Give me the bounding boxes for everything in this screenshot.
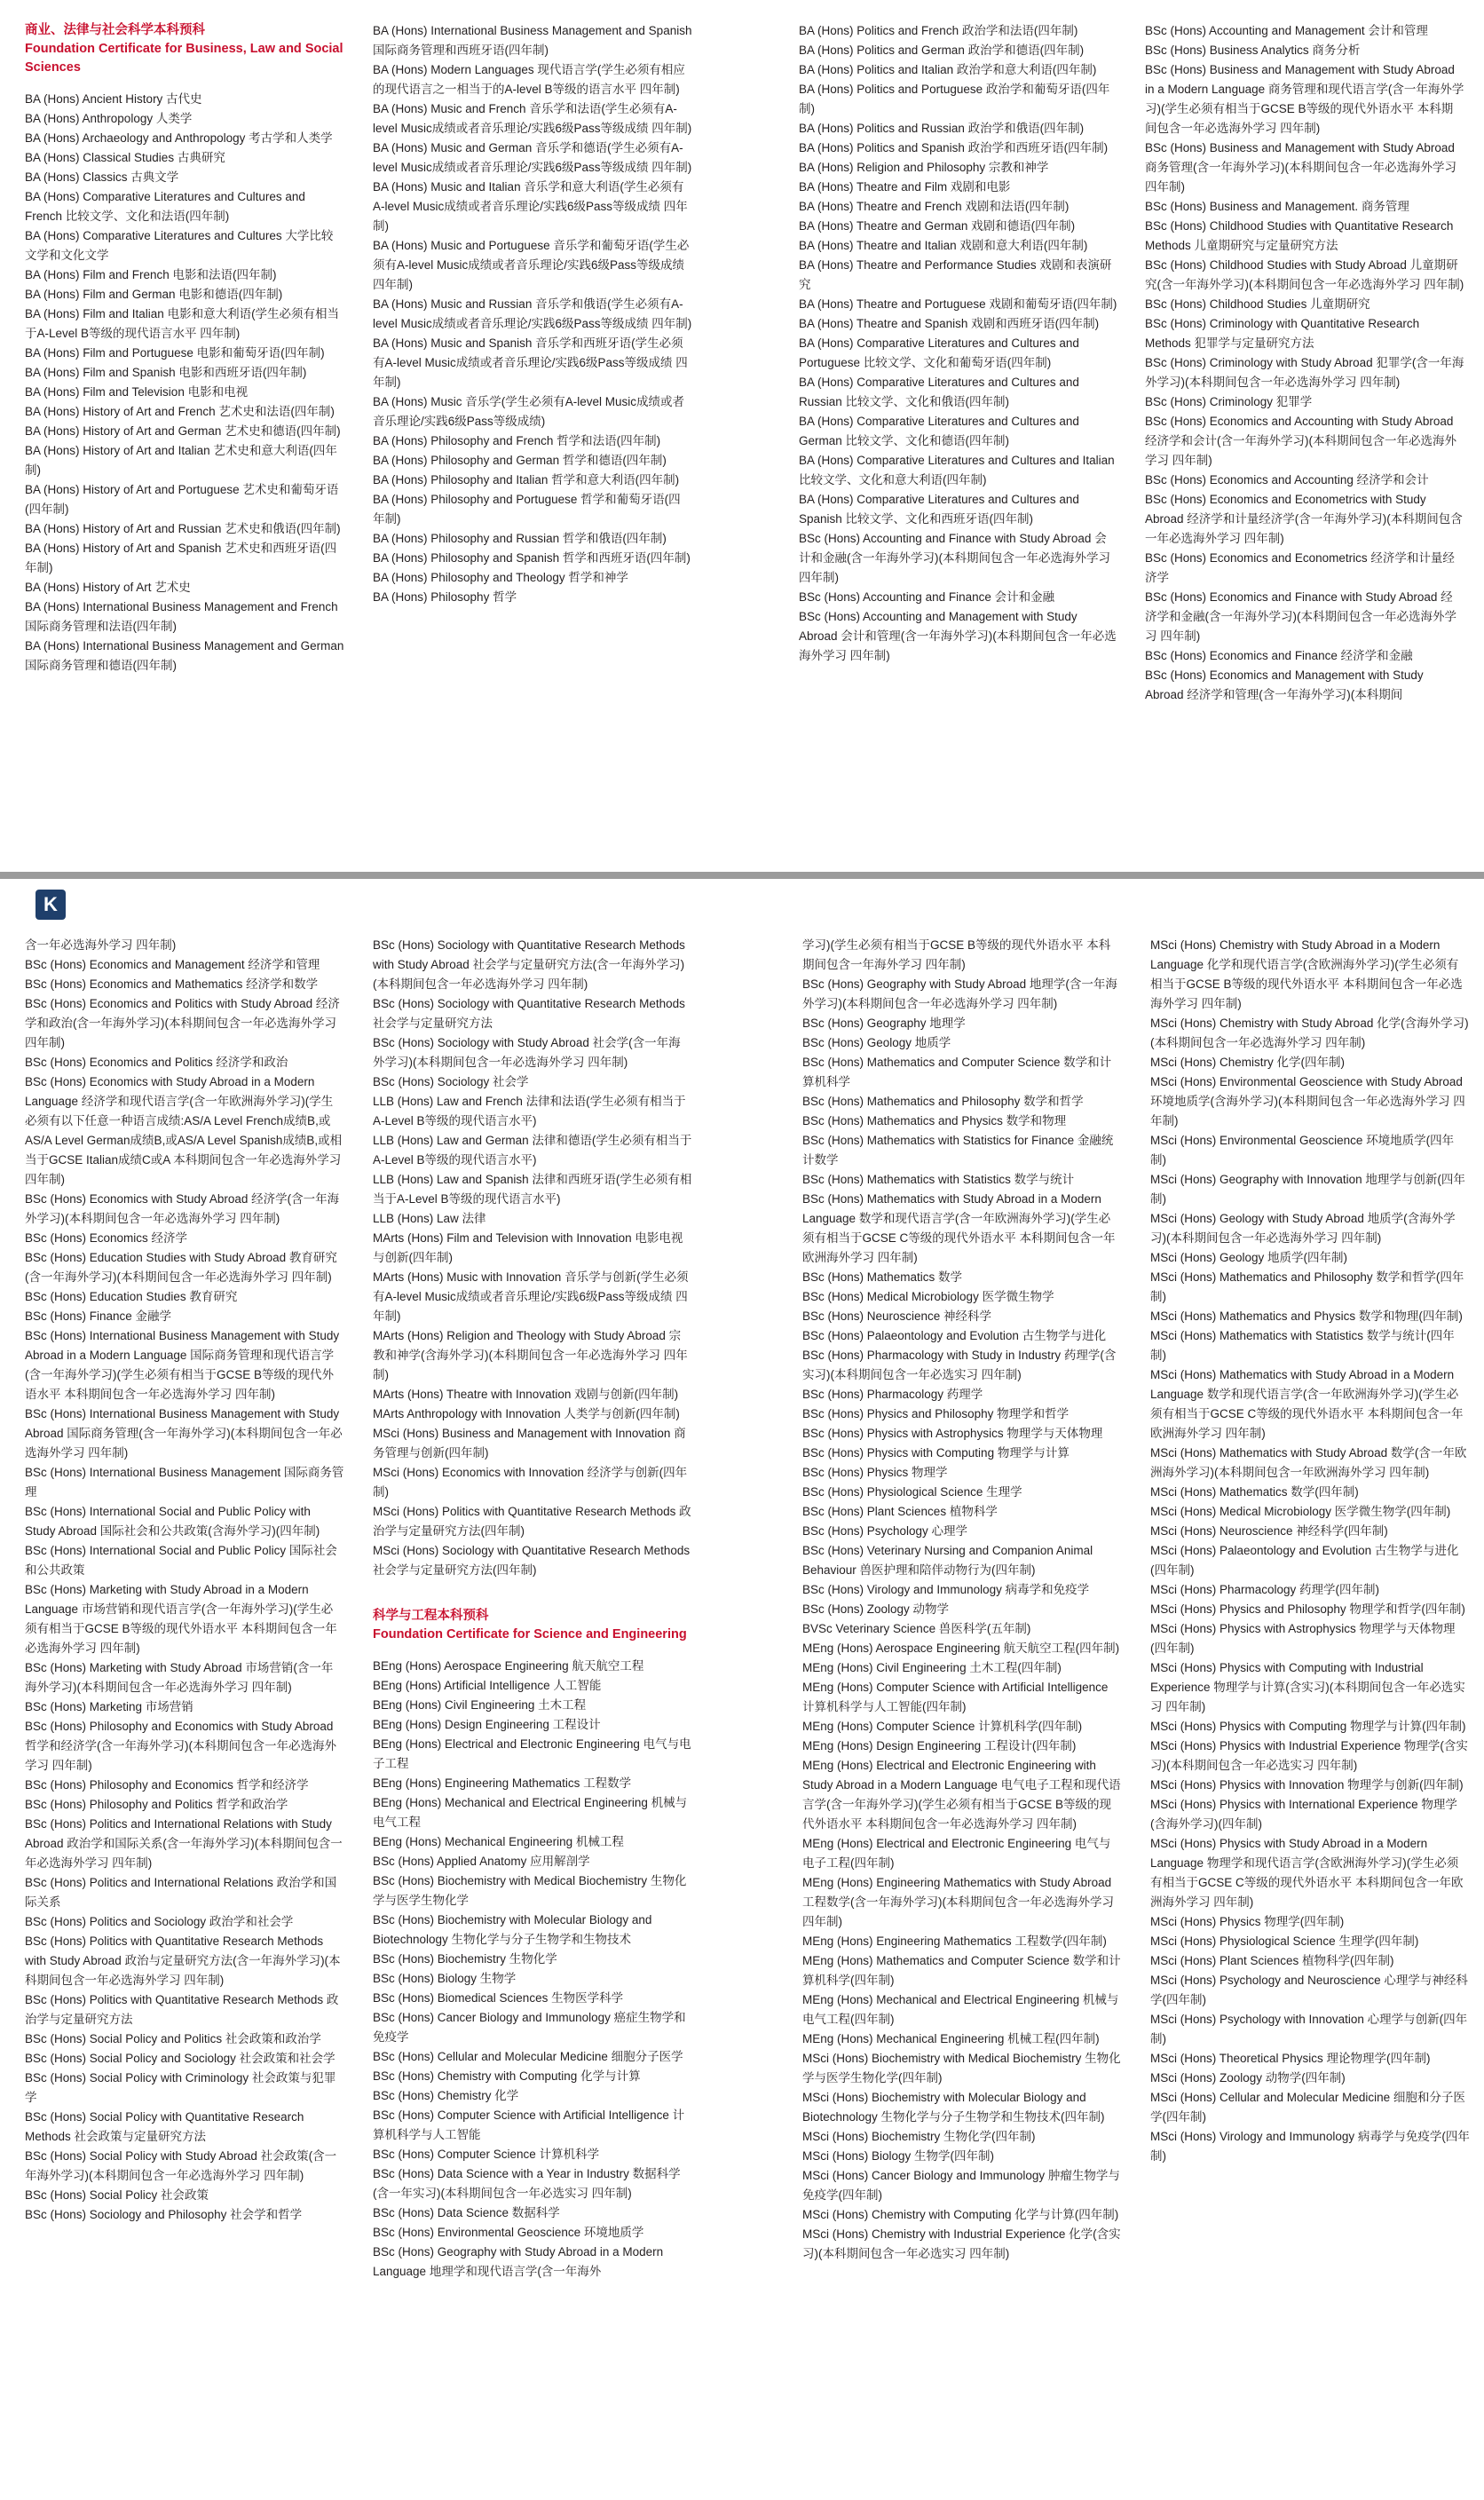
course-entry: MEng (Hons) Engineering Mathematics with Study Abroad 工程数学(含一年海外学习)(本科期间包含一年必选海外学习 四年制) (802, 1876, 1114, 1928)
course-entry: MSci (Hons) Politics with Quantitative Research Methods 政治学与定量研究方法(四年制) (373, 1505, 691, 1538)
course-entry: BEng (Hons) Electrical and Electronic Engineering 电气与电子工程 (373, 1737, 691, 1770)
course-entry: BA (Hons) International Business Management and French 国际商务管理和法语(四年制) (25, 600, 338, 633)
course-entry: BA (Hons) Philosophy and Italian 哲学和意大利语(四年制) (373, 473, 680, 487)
course-entry: MEng (Hons) Computer Science 计算机科学(四年制) (802, 1720, 1083, 1733)
course-entry: MEng (Hons) Mechanical Engineering 机械工程(四年制) (802, 2032, 1100, 2045)
course-entry: BA (Hons) Religion and Philosophy 宗教和神学 (799, 161, 1049, 174)
course-entry: BSc (Hons) Accounting and Finance with Study Abroad 会计和金融(含一年海外学习)(本科期间包含一年必选海外学习 四年制) (799, 532, 1110, 584)
course-entry: BSc (Hons) Mathematics with Statistics for Finance 金融统计数学 (802, 1134, 1114, 1167)
course-entry: MSci (Hons) Mathematics 数学(四年制) (1150, 1485, 1359, 1499)
course-entry: BA (Hons) Politics and French 政治学和法语(四年制) (799, 24, 1078, 37)
course-entry: BSc (Hons) Biochemistry with Medical Biochemistry 生物化学与医学生物化学 (373, 1874, 687, 1907)
course-entry: BA (Hons) Film and Spanish 电影和西班牙语(四年制) (25, 366, 307, 379)
course-entry: LLB (Hons) Law and Spanish 法律和西班牙语(学生必须有相当于A-Level B等级的现代语言水平) (373, 1173, 692, 1206)
section-heading: Foundation Certificate for Science and Engineering (373, 1627, 687, 1642)
course-entry: BSc (Hons) Data Science 数据科学 (373, 2206, 560, 2219)
course-entry: BA (Hons) Theatre and French 戏剧和法语(四年制) (799, 200, 1070, 213)
course-entry: BEng (Hons) Design Engineering 工程设计 (373, 1718, 601, 1731)
course-entry: MSci (Hons) Physics with Innovation 物理学与创新(四年制) (1150, 1778, 1464, 1792)
course-entry: BA (Hons) Music and Portuguese 音乐学和葡萄牙语(学生必须有A-level Music成绩或者音乐理论/实践6级Pass等级成绩 四年制) (373, 239, 690, 291)
course-entry: MSci (Hons) Biochemistry with Molecular Biology and Biotechnology 生物化学与分子生物学和生物技术(四年制) (802, 2091, 1105, 2124)
course-entry: BSc (Hons) Business and Management with Study Abroad 商务管理(含一年海外学习)(本科期间包含一年必选海外学习 四年制) (1145, 141, 1456, 194)
course-entry: BSc (Hons) Cellular and Molecular Medicine 细胞分子医学 (373, 2050, 683, 2063)
course-entry: BA (Hons) Modern Languages 现代语言学(学生必须有相应的现代语言之一相当于的A-level B等级的语言水平 四年制) (373, 63, 685, 96)
column-4 (1145, 21, 1464, 705)
course-entry: BSc (Hons) Marketing with Study Abroad 市场营销(含一年海外学习)(本科期间包含一年必选海外学习 四年制) (25, 1661, 334, 1694)
course-entry: BSc (Hons) Philosophy and Politics 哲学和政治学 (25, 1798, 288, 1811)
course-entry: BA (Hons) Music and Spanish 音乐学和西班牙语(学生必须有A-level Music成绩或者音乐理论/实践6级Pass等级成绩 四年制) (373, 336, 688, 389)
course-entry: BSc (Hons) Philosophy and Economics 哲学和经济学 (25, 1778, 309, 1792)
course-entry: BA (Hons) Classics 古典文学 (25, 170, 179, 184)
course-entry: MSci (Hons) Neuroscience 神经科学(四年制) (1150, 1524, 1388, 1538)
course-entry: MSci (Hons) Palaeontology and Evolution 古生物学与进化(四年制) (1150, 1544, 1459, 1577)
course-entry: BSc (Hons) Virology and Immunology 病毒学和免疫学 (802, 1583, 1090, 1596)
course-entry: MEng (Hons) Electrical and Electronic Engineering with Study Abroad in a Modern Language 电气电子工程和现代语言学(含一年海外学习)(学生必须有相当于GCSE B等级的现代外语水平 本科期间包含一年必选海外学习 四年制) (802, 1759, 1121, 1831)
course-entry: BSc (Hons) International Business Management with Study Abroad 国际商务管理(含一年海外学习)(本科期间包含一年必选海外学习 四年制) (25, 1407, 343, 1460)
course-entry: BEng (Hons) Mechanical and Electrical Engineering 机械与电气工程 (373, 1796, 688, 1829)
course-entry: MSci (Hons) Cellular and Molecular Medicine 细胞和分子医学(四年制) (1150, 2091, 1465, 2124)
course-entry: MSci (Hons) Physics 物理学(四年制) (1150, 1915, 1345, 1928)
course-entry: BSc (Hons) Biochemistry 生物化学 (373, 1952, 557, 1966)
course-entry: BSc (Hons) Biomedical Sciences 生物医学科学 (373, 1991, 624, 2005)
section-spacer (373, 1580, 692, 1607)
course-entry: BSc (Hons) Business and Management. 商务管理 (1145, 200, 1409, 213)
course-entry: BA (Hons) Politics and Russian 政治学和俄语(四年制) (799, 122, 1085, 135)
course-entry: BSc (Hons) Economics with Study Abroad in a Modern Language 经济学和现代语言学(含一年欧洲海外学习)(学生必须有以下任意一种语言成绩:AS/A Level French成绩B,或AS/A Level German成绩B,或AS/A Level Spanish成绩B,或相当于GCSE Italian成绩C或A 本科期间包含一年必选海外学习 四年制) (25, 1075, 343, 1186)
course-entry: BSc (Hons) Marketing 市场营销 (25, 1700, 193, 1713)
course-entry: BSc (Hons) Mathematics 数学 (802, 1270, 963, 1284)
course-entry: BSc (Hons) Physics with Computing 物理学与计算 (802, 1446, 1070, 1460)
course-entry: BSc (Hons) Accounting and Finance 会计和金融 (799, 590, 1055, 604)
course-entry: BA (Hons) History of Art and Italian 艺术史和意大利语(四年制) (25, 444, 337, 477)
course-entry: LLB (Hons) Law and French 法律和法语(学生必须有相当于A-Level B等级的现代语言水平) (373, 1095, 686, 1127)
course-entry: 学习)(学生必须有相当于GCSE B等级的现代外语水平 本科期间包含一年海外学习 四年制) (802, 938, 1111, 971)
course-entry: BA (Hons) Philosophy and Portuguese 哲学和葡萄牙语(四年制) (373, 493, 681, 526)
course-entry: BSc (Hons) Criminology with Quantitative Research Methods 犯罪学与定量研究方法 (1145, 317, 1420, 350)
course-entry: MSci (Hons) Physics with Astrophysics 物理学与天体物理(四年制) (1150, 1622, 1456, 1655)
course-entry: BSc (Hons) Computer Science with Artificial Intelligence 计算机科学与人工智能 (373, 2108, 685, 2141)
course-entry: BSc (Hons) Business Analytics 商务分析 (1145, 44, 1361, 57)
column-3 (802, 936, 1122, 2264)
course-entry: BSc (Hons) Plant Sciences 植物科学 (802, 1505, 998, 1518)
course-entry: BA (Hons) Anthropology 人类学 (25, 112, 193, 125)
course-entry: MEng (Hons) Mathematics and Computer Science 数学和计算机科学(四年制) (802, 1954, 1121, 1987)
course-entry: MArts (Hons) Theatre with Innovation 戏剧与创新(四年制) (373, 1388, 679, 1401)
course-entry: BA (Hons) Comparative Literatures and Cultures and German 比较文学、文化和德语(四年制) (799, 415, 1079, 447)
course-entry: BSc (Hons) Mathematics and Physics 数学和物理 (802, 1114, 1067, 1127)
page-1 (0, 0, 1484, 861)
course-entry: MEng (Hons) Aerospace Engineering 航天航空工程(四年制) (802, 1642, 1120, 1655)
course-entry: BEng (Hons) Mechanical Engineering 机械工程 (373, 1835, 624, 1848)
section-heading: Foundation Certificate for Business, Law and Social Sciences (25, 42, 343, 75)
column-1 (25, 21, 344, 676)
course-entry: BSc (Hons) Sociology and Philosophy 社会学和哲学 (25, 2208, 303, 2221)
page-separator (0, 872, 1484, 879)
course-entry: MEng (Hons) Engineering Mathematics 工程数学(四年制) (802, 1934, 1107, 1948)
course-entry: BA (Hons) Music and French 音乐学和法语(学生必须有A-level Music成绩或者音乐理论/实践6级Pass等级成绩 四年制) (373, 102, 692, 135)
column-3 (799, 21, 1118, 666)
course-entry: BSc (Hons) International Business Management with Study Abroad in a Modern Language 国际商务管理和现代语言学(含一年海外学习)(学生必须有相当于GCSE B等级的现代外语水平 本科期间包含一年必选海外学习 四年制) (25, 1329, 340, 1401)
course-entry: MSci (Hons) Physics with Computing with Industrial Experience 物理学与计算(含实习)(本科期间包含一年必选实习 四年制) (1150, 1661, 1465, 1713)
course-entry: BSc (Hons) Politics with Quantitative Research Methods 政治学与定量研究方法 (25, 1993, 339, 2026)
course-entry: BSc (Hons) Applied Anatomy 应用解剖学 (373, 1855, 590, 1868)
course-entry: BSc (Hons) Medical Microbiology 医学微生物学 (802, 1290, 1054, 1303)
course-entry: MSci (Hons) Psychology with Innovation 心理学与创新(四年制) (1150, 2013, 1468, 2045)
course-entry: BA (Hons) Theatre and Portuguese 戏剧和葡萄牙语(四年制) (799, 297, 1117, 311)
course-entry: BSc (Hons) Environmental Geoscience 环境地质学 (373, 2226, 644, 2239)
course-entry: BSc (Hons) Psychology 心理学 (802, 1524, 968, 1538)
column-2 (373, 936, 692, 2282)
course-entry: MEng (Hons) Civil Engineering 土木工程(四年制) (802, 1661, 1062, 1674)
spacer (373, 1644, 692, 1657)
course-entry: BSc (Hons) Economics and Finance 经济学和金融 (1145, 649, 1413, 662)
course-entry: MEng (Hons) Computer Science with Artificial Intelligence 计算机科学与人工智能(四年制) (802, 1681, 1109, 1713)
course-entry: BSc (Hons) Economics and Econometrics with Study Abroad 经济学和计量经济学(含一年海外学习)(本科期间包含一年必选海外学习 四年制) (1145, 493, 1463, 545)
column-4 (1150, 936, 1470, 2166)
course-entry: BSc (Hons) Economics with Study Abroad 经济学(含一年海外学习)(本科期间包含一年必选海外学习 四年制) (25, 1192, 340, 1225)
course-entry: BA (Hons) Politics and German 政治学和德语(四年制) (799, 44, 1085, 57)
course-entry: BSc (Hons) Politics with Quantitative Research Methods with Study Abroad 政治与定量研究方法(含一年海外学习)(本科期间包含一年必选海外学习 四年制) (25, 1934, 341, 1987)
course-entry: MSci (Hons) Environmental Geoscience 环境地质学(四年制) (1150, 1134, 1455, 1167)
course-entry: BA (Hons) Comparative Literatures and Cultures and French 比较文学、文化和法语(四年制) (25, 190, 305, 223)
course-entry: BSc (Hons) Computer Science 计算机科学 (373, 2148, 600, 2161)
course-entry: BSc (Hons) Social Policy with Criminology 社会政策与犯罪学 (25, 2071, 336, 2104)
course-entry: BA (Hons) Film and Italian 电影和意大利语(学生必须有相当于A-Level B等级的现代语言水平 四年制) (25, 307, 340, 340)
course-entry: MSci (Hons) Plant Sciences 植物科学(四年制) (1150, 1954, 1394, 1967)
course-entry: BA (Hons) Film and Television 电影和电视 (25, 385, 249, 399)
course-entry: BA (Hons) Philosophy and Spanish 哲学和西班牙语(四年制) (373, 551, 691, 565)
course-entry: BSc (Hons) Cancer Biology and Immunology 癌症生物学和免疫学 (373, 2011, 686, 2044)
course-entry: MSci (Hons) Physics with Industrial Experience 物理学(含实习)(本科期间包含一年必选实习 四年制) (1150, 1739, 1468, 1772)
course-entry: BSc (Hons) Politics and International Relations with Study Abroad 政治学和国际关系(含一年海外学习)(本科期间包含一年必选海外学习 四年制) (25, 1817, 343, 1870)
course-entry: BSc (Hons) International Business Management 国际商务管理 (25, 1466, 344, 1499)
course-entry: MSci (Hons) Physiological Science 生理学(四年制) (1150, 1934, 1419, 1948)
course-entry: MSci (Hons) Biochemistry with Medical Biochemistry 生物化学与医学生物化学(四年制) (802, 2052, 1121, 2085)
course-entry: BA (Hons) Philosophy and German 哲学和德语(四年制) (373, 454, 667, 467)
course-entry: BSc (Hons) International Social and Public Policy 国际社会和公共政策 (25, 1544, 337, 1577)
course-entry: BSc (Hons) Geology 地质学 (802, 1036, 951, 1049)
course-entry: MSci (Hons) Virology and Immunology 病毒学与免疫学(四年制) (1150, 2130, 1470, 2163)
course-entry: BA (Hons) History of Art and Spanish 艺术史和西班牙语(四年制) (25, 542, 337, 574)
course-entry: BA (Hons) International Business Management and Spanish 国际商务管理和西班牙语(四年制) (373, 24, 692, 57)
course-entry: MSci (Hons) Chemistry 化学(四年制) (1150, 1056, 1346, 1069)
course-entry: MSci (Hons) Theoretical Physics 理论物理学(四年制) (1150, 2052, 1431, 2065)
course-entry: MSci (Hons) Pharmacology 药理学(四年制) (1150, 1583, 1380, 1596)
course-entry: BSc (Hons) Social Policy and Politics 社会政策和政治学 (25, 2032, 321, 2045)
course-entry: BSc (Hons) Geography with Study Abroad 地理学(含一年海外学习)(本科期间包含一年必选海外学习 四年制) (802, 977, 1117, 1010)
course-entry: BSc (Hons) Social Policy with Quantitative Research Methods 社会政策与定量研究方法 (25, 2110, 304, 2143)
course-entry: BEng (Hons) Civil Engineering 土木工程 (373, 1698, 587, 1712)
course-entry: MSci (Hons) Economics with Innovation 经济学与创新(四年制) (373, 1466, 688, 1499)
course-entry: BVSc Veterinary Science 兽医科学(五年制) (802, 1622, 1031, 1635)
course-entry: BA (Hons) Theatre and Spanish 戏剧和西班牙语(四年制) (799, 317, 1100, 330)
course-entry: BSc (Hons) Accounting and Management 会计和管理 (1145, 24, 1428, 37)
course-entry: BSc (Hons) Childhood Studies with Quantitative Research Methods 儿童期研究与定量研究方法 (1145, 219, 1454, 252)
course-entry: BA (Hons) Philosophy and Russian 哲学和俄语(四年制) (373, 532, 667, 545)
course-entry: BA (Hons) Theatre and Performance Studies 戏剧和表演研究 (799, 258, 1112, 291)
course-entry: BSc (Hons) Mathematics and Philosophy 数学和哲学 (802, 1095, 1084, 1108)
section-heading: 商业、法律与社会科学本科预科 (25, 23, 205, 37)
course-entry: BSc (Hons) Economics and Accounting with Study Abroad 经济学和会计(含一年海外学习)(本科期间包含一年必选海外学习 四年制) (1145, 415, 1456, 467)
course-entry: BA (Hons) Comparative Literatures and Cultures and Portuguese 比较文学、文化和葡萄牙语(四年制) (799, 336, 1079, 369)
course-entry: MSci (Hons) Mathematics and Physics 数学和物理(四年制) (1150, 1309, 1463, 1323)
course-entry: MSci (Hons) Physics with International Experience 物理学(含海外学习)(四年制) (1150, 1798, 1457, 1831)
course-entry: MSci (Hons) Chemistry with Study Abroad 化学(含海外学习)(本科期间包含一年必选海外学习 四年制) (1150, 1017, 1469, 1049)
course-entry: MSci (Hons) Cancer Biology and Immunology 肿瘤生物学与免疫学(四年制) (802, 2169, 1120, 2202)
course-entry: MSci (Hons) Geography with Innovation 地理学与创新(四年制) (1150, 1173, 1465, 1206)
course-entry: MSci (Hons) Sociology with Quantitative Research Methods 社会学与定量研究方法(四年制) (373, 1544, 691, 1577)
course-entry: MSci (Hons) Chemistry with Industrial Experience 化学(含实习)(本科期间包含一年必选实习 四年制) (802, 2227, 1121, 2260)
course-entry: BA (Hons) History of Art and French 艺术史和法语(四年制) (25, 405, 335, 418)
course-entry: BSc (Hons) Economics 经济学 (25, 1231, 188, 1245)
course-entry: MSci (Hons) Mathematics with Study Abroad in a Modern Language 数学和现代语言学(含一年欧洲海外学习)(学生必须有相当于GCSE C等级的现代外语水平 本科期间包含一年欧洲海外学习 四年制) (1150, 1368, 1464, 1440)
page-2 (0, 881, 1484, 2500)
course-entry: BSc (Hons) Social Policy 社会政策 (25, 2188, 209, 2202)
course-entry: BSc (Hons) Politics and International Relations 政治学和国际关系 (25, 1876, 337, 1909)
course-entry: BEng (Hons) Artificial Intelligence 人工智能 (373, 1679, 602, 1692)
course-entry: BSc (Hons) Physics and Philosophy 物理学和哲学 (802, 1407, 1070, 1420)
column-2 (373, 21, 692, 607)
course-entry: BA (Hons) Theatre and Italian 戏剧和意大利语(四年制) (799, 239, 1088, 252)
course-entry: MSci (Hons) Business and Management with Innovation 商务管理与创新(四年制) (373, 1427, 686, 1460)
course-entry: BA (Hons) Music and Italian 音乐学和意大利语(学生必须有A-level Music成绩或者音乐理论/实践6级Pass等级成绩 四年制) (373, 180, 688, 233)
course-entry: MSci (Hons) Physics and Philosophy 物理学和哲学(四年制) (1150, 1602, 1465, 1616)
course-entry: BA (Hons) Comparative Literatures and Cultures and Russian 比较文学、文化和俄语(四年制) (799, 376, 1079, 408)
course-entry: MArts (Hons) Film and Television with Innovation 电影电视与创新(四年制) (373, 1231, 683, 1264)
course-entry: BSc (Hons) Zoology 动物学 (802, 1602, 950, 1616)
course-entry: BSc (Hons) Economics and Accounting 经济学和会计 (1145, 473, 1429, 487)
course-entry: BA (Hons) History of Art and German 艺术史和德语(四年制) (25, 424, 341, 438)
course-entry: BA (Hons) Philosophy and French 哲学和法语(四年制) (373, 434, 661, 447)
course-entry: LLB (Hons) Law 法律 (373, 1212, 486, 1225)
course-entry: BA (Hons) Comparative Literatures and Cultures and Spanish 比较文学、文化和西班牙语(四年制) (799, 493, 1079, 526)
course-entry: BA (Hons) Film and French 电影和法语(四年制) (25, 268, 277, 281)
course-entry: BSc (Hons) Pharmacology 药理学 (802, 1388, 983, 1401)
course-entry: BSc (Hons) Accounting and Management with Study Abroad 会计和管理(含一年海外学习)(本科期间包含一年必选海外学习 四年制) (799, 610, 1117, 662)
course-entry: BSc (Hons) Pharmacology with Study in Industry 药理学(含实习)(本科期间包含一年必选实习 四年制) (802, 1349, 1117, 1381)
course-entry: BSc (Hons) Criminology 犯罪学 (1145, 395, 1313, 408)
course-entry: MSci (Hons) Psychology and Neuroscience 心理学与神经科学(四年制) (1150, 1974, 1468, 2006)
course-entry: BA (Hons) Archaeology and Anthropology 考古学和人类学 (25, 131, 333, 145)
course-entry: BA (Hons) Theatre and Film 戏剧和电影 (799, 180, 1011, 194)
course-entry: BSc (Hons) Economics and Politics with Study Abroad 经济学和政治(含一年海外学习)(本科期间包含一年必选海外学习 四年制) (25, 997, 340, 1049)
course-entry: MSci (Hons) Chemistry with Computing 化学与计算(四年制) (802, 2208, 1119, 2221)
course-entry: MSci (Hons) Environmental Geoscience with Study Abroad 环境地质学(含海外学习)(本科期间包含一年必选海外学习 四年制) (1150, 1075, 1465, 1127)
course-entry: BSc (Hons) Philosophy and Economics with Study Abroad 哲学和经济学(含一年海外学习)(本科期间包含一年必选海外学习 四年制) (25, 1720, 336, 1772)
course-entry: BEng (Hons) Aerospace Engineering 航天航空工程 (373, 1659, 644, 1673)
course-entry: BSc (Hons) Sociology 社会学 (373, 1075, 529, 1088)
course-entry: MSci (Hons) Biochemistry 生物化学(四年制) (802, 2130, 1036, 2143)
course-entry: BSc (Hons) Geography with Study Abroad in a Modern Language 地理学和现代语言学(含一年海外 (373, 2245, 664, 2278)
course-entry: BSc (Hons) Social Policy and Sociology 社会政策和社会学 (25, 2052, 335, 2065)
course-entry: BSc (Hons) Education Studies 教育研究 (25, 1290, 238, 1303)
course-entry: MEng (Hons) Electrical and Electronic Engineering 电气与电子工程(四年制) (802, 1837, 1111, 1870)
course-entry: BSc (Hons) Geography 地理学 (802, 1017, 966, 1030)
course-entry: BSc (Hons) Childhood Studies with Study Abroad 儿童期研究(含一年海外学习)(本科期间包含一年必选海外学习 四年制) (1145, 258, 1464, 291)
course-entry: BA (Hons) Classical Studies 古典研究 (25, 151, 225, 164)
course-entry: BSc (Hons) Economics and Econometrics 经济学和计量经济学 (1145, 551, 1455, 584)
course-entry: BSc (Hons) Data Science with a Year in Industry 数据科学(含一年实习)(本科期间包含一年必选实习 四年制) (373, 2167, 681, 2200)
university-logo-icon: K (36, 890, 66, 920)
course-entry: MArts (Hons) Music with Innovation 音乐学与创新(学生必须有A-level Music成绩或者音乐理论/实践6级Pass等级成绩 四年制) (373, 1270, 689, 1323)
course-entry: BSc (Hons) Neuroscience 神经科学 (802, 1309, 992, 1323)
course-entry: BA (Hons) Politics and Portuguese 政治学和葡萄牙语(四年制) (799, 83, 1110, 115)
course-entry: BA (Hons) Politics and Spanish 政治学和西班牙语(四年制) (799, 141, 1109, 154)
course-entry: BA (Hons) Politics and Italian 政治学和意大利语(四年制) (799, 63, 1097, 76)
course-entry: MSci (Hons) Biology 生物学(四年制) (802, 2149, 995, 2163)
course-entry: BA (Hons) Film and German 电影和德语(四年制) (25, 288, 283, 301)
course-entry: BSc (Hons) Marketing with Study Abroad in a Modern Language 市场营销和现代语言学(含一年海外学习)(学生必须有相当于GCSE B等级的现代外语水平 本科期间包含一年必选海外学习 四年制) (25, 1583, 337, 1655)
course-entry: BSc (Hons) Chemistry 化学 (373, 2089, 519, 2102)
course-entry: MSci (Hons) Chemistry with Study Abroad in a Modern Language 化学和现代语言学(含欧洲海外学习)(学生必须有相当于GCSE B等级的现代外语水平 本科期间包含一年必选海外学习 四年制) (1150, 938, 1463, 1010)
course-entry: MSci (Hons) Medical Microbiology 医学微生物学(四年制) (1150, 1505, 1451, 1518)
course-entry: BA (Hons) Music and Russian 音乐学和俄语(学生必须有A-level Music成绩或者音乐理论/实践6级Pass等级成绩 四年制) (373, 297, 692, 330)
course-entry: MSci (Hons) Geology 地质学(四年制) (1150, 1251, 1348, 1264)
course-entry: BSc (Hons) Criminology with Study Abroad 犯罪学(含一年海外学习)(本科期间包含一年必选海外学习 四年制) (1145, 356, 1464, 389)
course-entry: BA (Hons) International Business Management and German 国际商务管理和德语(四年制) (25, 639, 344, 672)
course-entry: 含一年必选海外学习 四年制) (25, 938, 177, 952)
course-entry: MSci (Hons) Zoology 动物学(四年制) (1150, 2071, 1346, 2085)
course-entry: BSc (Hons) Childhood Studies 儿童期研究 (1145, 297, 1370, 311)
course-entry: BSc (Hons) Education Studies with Study Abroad 教育研究(含一年海外学习)(本科期间包含一年必选海外学习 四年制) (25, 1251, 337, 1284)
course-entry: MEng (Hons) Mechanical and Electrical Engineering 机械与电气工程(四年制) (802, 1993, 1119, 2026)
course-entry: MSci (Hons) Mathematics with Statistics 数学与统计(四年制) (1150, 1329, 1455, 1362)
course-entry: BSc (Hons) Business and Management with Study Abroad in a Modern Language 商务管理和现代语言学(含一年海外学习)(学生必须有相当于GCSE B等级的现代外语水平 本科期间包含一年必选海外学习 四年制) (1145, 63, 1464, 135)
course-entry: BSc (Hons) Economics and Mathematics 经济学和数学 (25, 977, 319, 991)
course-entry: BSc (Hons) Physiological Science 生理学 (802, 1485, 1022, 1499)
course-entry: BSc (Hons) Chemistry with Computing 化学与计算 (373, 2069, 641, 2083)
course-entry: BSc (Hons) Biochemistry with Molecular Biology and Biotechnology 生物化学与分子生物学和生物技术 (373, 1913, 652, 1946)
course-entry: MArts Anthropology with Innovation 人类学与创新(四年制) (373, 1407, 680, 1420)
course-entry: MSci (Hons) Physics with Study Abroad in a Modern Language 物理学和现代语言学(含欧洲海外学习)(学生必须有相当于GCSE C等级的现代外语水平 本科期间包含一年欧洲海外学习 四年制) (1150, 1837, 1464, 1909)
course-entry: BSc (Hons) Social Policy with Study Abroad 社会政策(含一年海外学习)(本科期间包含一年必选海外学习 四年制) (25, 2149, 337, 2182)
course-entry: BSc (Hons) Finance 金融学 (25, 1309, 172, 1323)
course-entry: BSc (Hons) Mathematics with Study Abroad in a Modern Language 数学和现代语言学(含一年欧洲海外学习)(学生必须有相当于GCSE C等级的现代外语水平 本科期间包含一年欧洲海外学习 四年制) (802, 1192, 1116, 1264)
course-entry: BSc (Hons) Politics and Sociology 政治学和社会学 (25, 1915, 294, 1928)
course-entry: BA (Hons) Theatre and German 戏剧和德语(四年制) (799, 219, 1076, 233)
column-1 (25, 936, 344, 2225)
course-entry: BA (Hons) Music 音乐学(学生必须有A-level Music成绩或者音乐理论/实践6级Pass等级成绩) (373, 395, 685, 428)
course-entry: BSc (Hons) Physics with Astrophysics 物理学与天体物理 (802, 1427, 1103, 1440)
course-entry: MSci (Hons) Mathematics with Study Abroad 数学(含一年欧洲海外学习)(本科期间包含一年欧洲海外学习 四年制) (1150, 1446, 1467, 1479)
course-entry: BSc (Hons) Mathematics with Statistics 数学与统计 (802, 1173, 1075, 1186)
course-entry: BSc (Hons) Physics 物理学 (802, 1466, 948, 1479)
course-entry: BA (Hons) Comparative Literatures and Cultures and Italian 比较文学、文化和意大利语(四年制) (799, 454, 1115, 487)
course-entry: BSc (Hons) International Social and Public Policy with Study Abroad 国际社会和公共政策(含海外学习)(四年制) (25, 1505, 320, 1538)
course-entry: BA (Hons) Music and German 音乐学和德语(学生必须有A-level Music成绩或者音乐理论/实践6级Pass等级成绩 四年制) (373, 141, 692, 174)
course-entry: BSc (Hons) Sociology with Quantitative Research Methods with Study Abroad 社会学与定量研究方法(含一年海外学习)(本科期间包含一年必选海外学习 四年制) (373, 938, 685, 991)
course-entry: LLB (Hons) Law and German 法律和德语(学生必须有相当于A-Level B等级的现代语言水平) (373, 1134, 692, 1167)
course-entry: BA (Hons) History of Art 艺术史 (25, 581, 191, 594)
course-entry: BA (Hons) Ancient History 古代史 (25, 92, 202, 106)
course-entry: BA (Hons) Comparative Literatures and Cultures 大学比较文学和文化文学 (25, 229, 334, 262)
course-entry: MArts (Hons) Religion and Theology with Study Abroad 宗教和神学(含海外学习)(本科期间包含一年必选海外学习 四年制) (373, 1329, 688, 1381)
course-entry: BSc (Hons) Economics and Finance with Study Abroad 经济学和金融(含一年海外学习)(本科期间包含一年必选海外学习 四年制) (1145, 590, 1456, 643)
course-entry: MEng (Hons) Design Engineering 工程设计(四年制) (802, 1739, 1077, 1752)
course-entry: BA (Hons) Film and Portuguese 电影和葡萄牙语(四年制) (25, 346, 325, 360)
spacer (25, 77, 344, 90)
course-entry: BSc (Hons) Economics and Management with Study Abroad 经济学和管理(含一年海外学习)(本科期间 (1145, 669, 1424, 701)
course-entry: BSc (Hons) Biology 生物学 (373, 1972, 517, 1985)
course-entry: MSci (Hons) Physics with Computing 物理学与计算(四年制) (1150, 1720, 1466, 1733)
course-entry: BSc (Hons) Sociology with Study Abroad 社会学(含一年海外学习)(本科期间包含一年必选海外学习 四年制) (373, 1036, 681, 1069)
course-entry: MSci (Hons) Mathematics and Philosophy 数学和哲学(四年制) (1150, 1270, 1464, 1303)
course-entry: MSci (Hons) Geology with Study Abroad 地质学(含海外学习)(本科期间包含一年必选海外学习 四年制) (1150, 1212, 1456, 1245)
course-entry: BA (Hons) Philosophy and Theology 哲学和神学 (373, 571, 628, 584)
course-entry: BA (Hons) History of Art and Russian 艺术史和俄语(四年制) (25, 522, 341, 535)
course-entry: BA (Hons) Philosophy 哲学 (373, 590, 517, 604)
course-entry: BSc (Hons) Mathematics and Computer Science 数学和计算机科学 (802, 1056, 1112, 1088)
course-entry: BA (Hons) History of Art and Portuguese 艺术史和葡萄牙语(四年制) (25, 483, 339, 516)
course-entry: BSc (Hons) Palaeontology and Evolution 古生物学与进化 (802, 1329, 1107, 1342)
course-entry: BEng (Hons) Engineering Mathematics 工程数学 (373, 1776, 632, 1790)
course-entry: BSc (Hons) Economics and Management 经济学和管理 (25, 958, 320, 971)
course-entry: BSc (Hons) Veterinary Nursing and Companion Animal Behaviour 兽医护理和陪伴动物行为(四年制) (802, 1544, 1093, 1577)
course-entry: BSc (Hons) Economics and Politics 经济学和政治 (25, 1056, 288, 1069)
section-heading: 科学与工程本科预科 (373, 1609, 489, 1623)
course-entry: BSc (Hons) Sociology with Quantitative Research Methods 社会学与定量研究方法 (373, 997, 685, 1030)
